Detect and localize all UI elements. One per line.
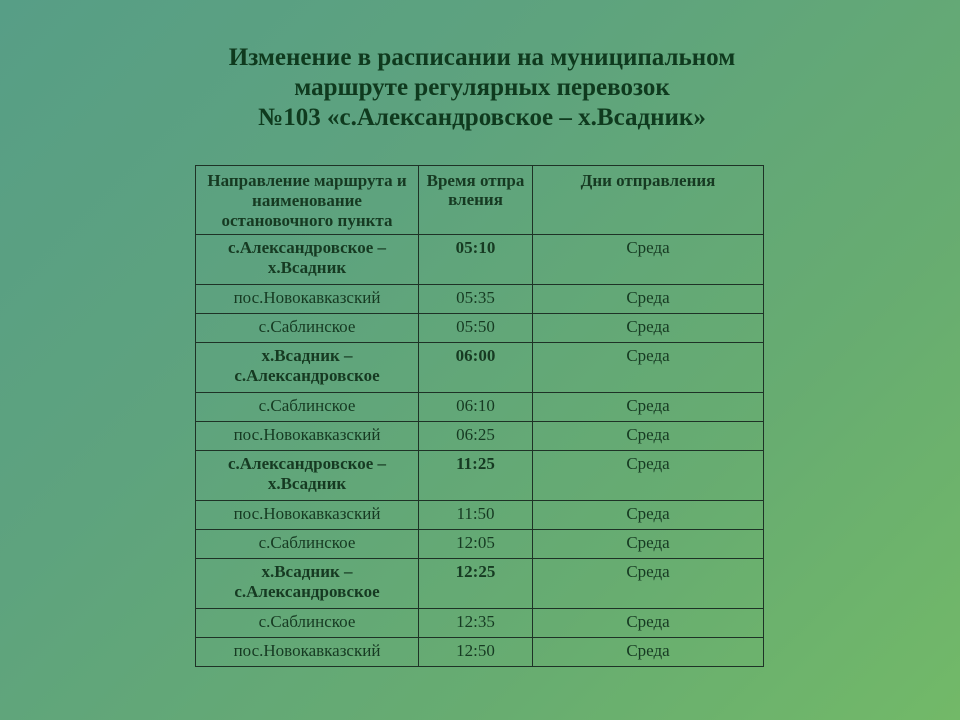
stop-cell: с.Саблинское [196, 530, 419, 559]
days-cell: Среда [533, 314, 764, 343]
stop-cell: с.Саблинское [196, 393, 419, 422]
stop-cell: пос.Новокавказский [196, 501, 419, 530]
stop-cell: с.Саблинское [196, 314, 419, 343]
stop-cell: х.Всадник – с.Александровское [196, 559, 419, 609]
title-line-1: Изменение в расписании на муниципальном [228, 44, 736, 71]
time-cell: 12:25 [419, 559, 533, 609]
days-cell: Среда [533, 422, 764, 451]
time-cell: 12:50 [419, 638, 533, 667]
page-title [150, 43, 814, 133]
header-stop: Направление маршрута и наименование остановочного пункта [196, 166, 419, 235]
days-cell: Среда [533, 451, 764, 501]
time-cell: 06:25 [419, 422, 533, 451]
table-row [196, 343, 764, 393]
days-cell: Среда [533, 285, 764, 314]
stop-cell: с.Александровское – х.Всадник [196, 451, 419, 501]
table-row [196, 609, 764, 638]
table-row [196, 501, 764, 530]
table-header-row [196, 166, 764, 235]
table-row [196, 422, 764, 451]
title-line-2: маршруте регулярных перевозок [294, 74, 670, 101]
days-cell: Среда [533, 501, 764, 530]
table-row [196, 451, 764, 501]
days-cell: Среда [533, 235, 764, 285]
table-row [196, 530, 764, 559]
time-cell: 05:50 [419, 314, 533, 343]
title-line-3: №103 «с.Александровское – х.Всадник» [258, 104, 706, 131]
days-cell: Среда [533, 638, 764, 667]
table-row [196, 314, 764, 343]
header-days: Дни отправления [533, 166, 764, 235]
table-row [196, 235, 764, 285]
time-cell: 06:00 [419, 343, 533, 393]
time-cell: 12:05 [419, 530, 533, 559]
stop-cell: с.Саблинское [196, 609, 419, 638]
time-cell: 11:25 [419, 451, 533, 501]
days-cell: Среда [533, 393, 764, 422]
stop-cell: пос.Новокавказский [196, 285, 419, 314]
table-row [196, 393, 764, 422]
stop-cell: х.Всадник – с.Александровское [196, 343, 419, 393]
days-cell: Среда [533, 343, 764, 393]
days-cell: Среда [533, 559, 764, 609]
time-cell: 05:35 [419, 285, 533, 314]
stop-cell: пос.Новокавказский [196, 422, 419, 451]
days-cell: Среда [533, 609, 764, 638]
time-cell: 11:50 [419, 501, 533, 530]
days-cell: Среда [533, 530, 764, 559]
table-row [196, 638, 764, 667]
time-cell: 12:35 [419, 609, 533, 638]
time-cell: 05:10 [419, 235, 533, 285]
table-row [196, 285, 764, 314]
schedule-table [195, 165, 764, 667]
header-time: Время отправления [419, 166, 533, 235]
stop-cell: с.Александровское – х.Всадник [196, 235, 419, 285]
stop-cell: пос.Новокавказский [196, 638, 419, 667]
table-row [196, 559, 764, 609]
time-cell: 06:10 [419, 393, 533, 422]
